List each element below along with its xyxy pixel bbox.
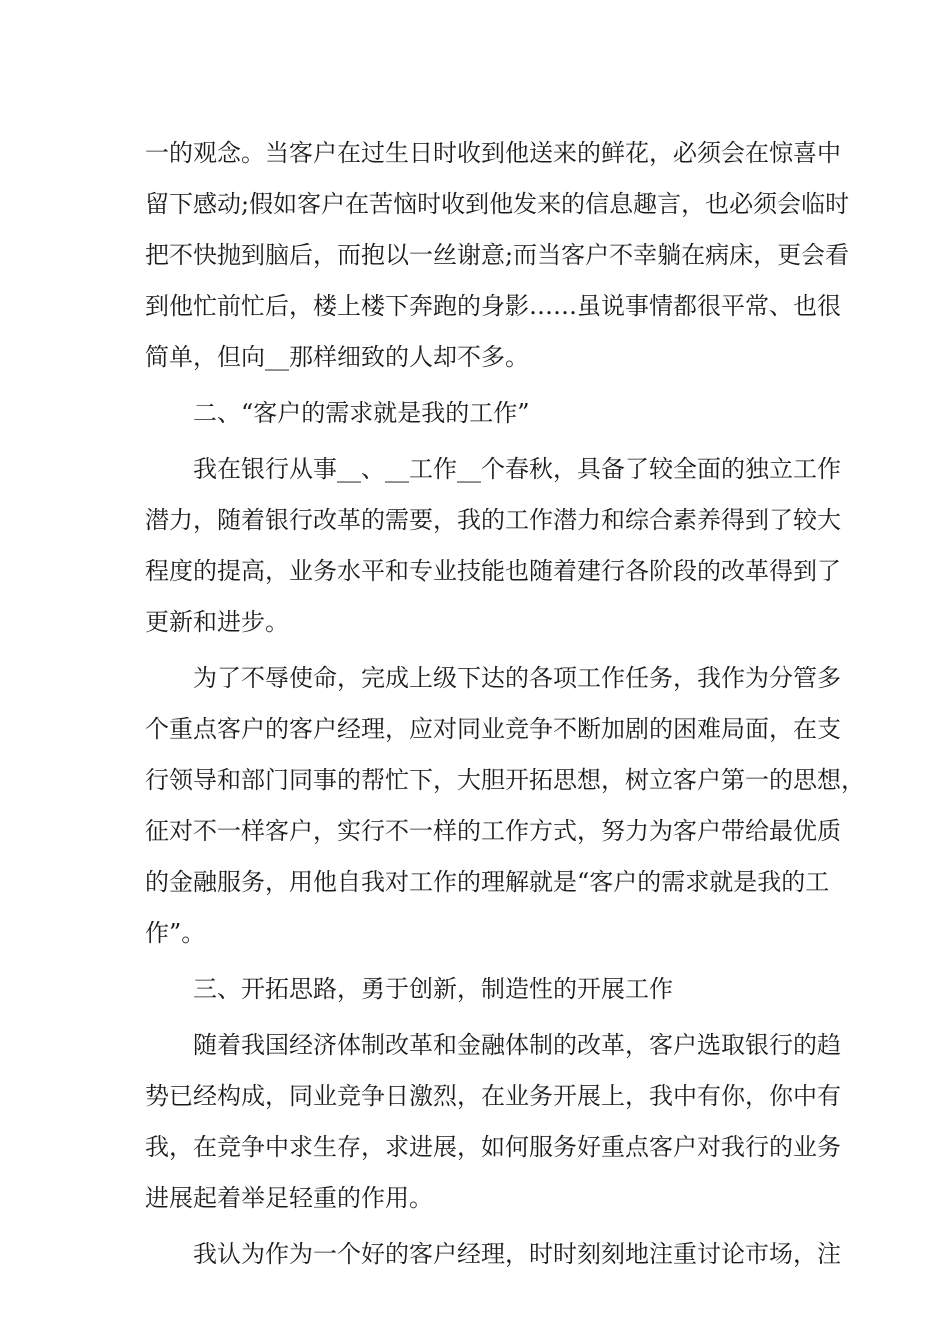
text-line: 到他忙前忙后，楼上楼下奔跑的身影……虽说事情都很平常、也很 — [145, 292, 841, 320]
text-line: 为了不辱使命，完成上级下达的各项工作任务，我作为分管多 — [193, 664, 841, 692]
text-line: 我认为作为一个好的客户经理，时时刻刻地注重讨论市场，注 — [193, 1240, 841, 1268]
text-line: 进展起着举足轻重的作用。 — [145, 1184, 433, 1212]
paragraph — [145, 444, 841, 648]
text-line: 作”。 — [145, 919, 206, 947]
text-line: 留下感动;假如客户在苦恼时收到他发来的信息趣言，也必须会临时 — [145, 190, 850, 218]
text-line: 简单，但向__那样细致的人却不多。 — [145, 343, 529, 371]
text-line: 我在银行从事__、__工作__个春秋，具备了较全面的独立工作 — [193, 455, 841, 483]
paragraph — [145, 1229, 841, 1280]
text-line: 随着我国经济体制改革和金融体制的改革，客户选取银行的趋 — [193, 1031, 841, 1059]
section-heading — [145, 964, 825, 1015]
heading-line: 三、开拓思路，勇于创新，制造性的开展工作 — [193, 975, 673, 1003]
text-line: 的金融服务，用他自我对工作的理解就是“客户的需求就是我的工 — [145, 868, 830, 896]
text-line: 更新和进步。 — [145, 608, 289, 636]
text-line: 征对不一样客户，实行不一样的工作方式，努力为客户带给最优质 — [145, 817, 841, 845]
section-heading — [145, 388, 825, 439]
paragraph — [145, 1020, 841, 1224]
document-body — [145, 128, 865, 1280]
text-line: 一的观念。当客户在过生日时收到他送来的鲜花，必须会在惊喜中 — [145, 139, 841, 167]
paragraph — [145, 128, 850, 383]
text-line: 程度的提高，业务水平和专业技能也随着建行各阶段的改革得到了 — [145, 557, 841, 585]
heading-line: 二、“客户的需求就是我的工作” — [193, 399, 530, 427]
text-line: 个重点客户的客户经理，应对同业竞争不断加剧的困难局面，在支 — [145, 715, 841, 743]
text-line: 行领导和部门同事的帮忙下，大胆开拓思想，树立客户第一的思想， — [145, 766, 865, 794]
text-line: 势已经构成，同业竞争日激烈，在业务开展上，我中有你，你中有 — [145, 1082, 841, 1110]
text-line: 潜力，随着银行改革的需要，我的工作潜力和综合素养得到了较大 — [145, 506, 841, 534]
paragraph — [145, 653, 865, 959]
text-line: 把不快抛到脑后，而抱以一丝谢意;而当客户不幸躺在病床，更会看 — [145, 241, 850, 269]
text-line: 我，在竞争中求生存，求进展，如何服务好重点客户对我行的业务 — [145, 1133, 841, 1161]
